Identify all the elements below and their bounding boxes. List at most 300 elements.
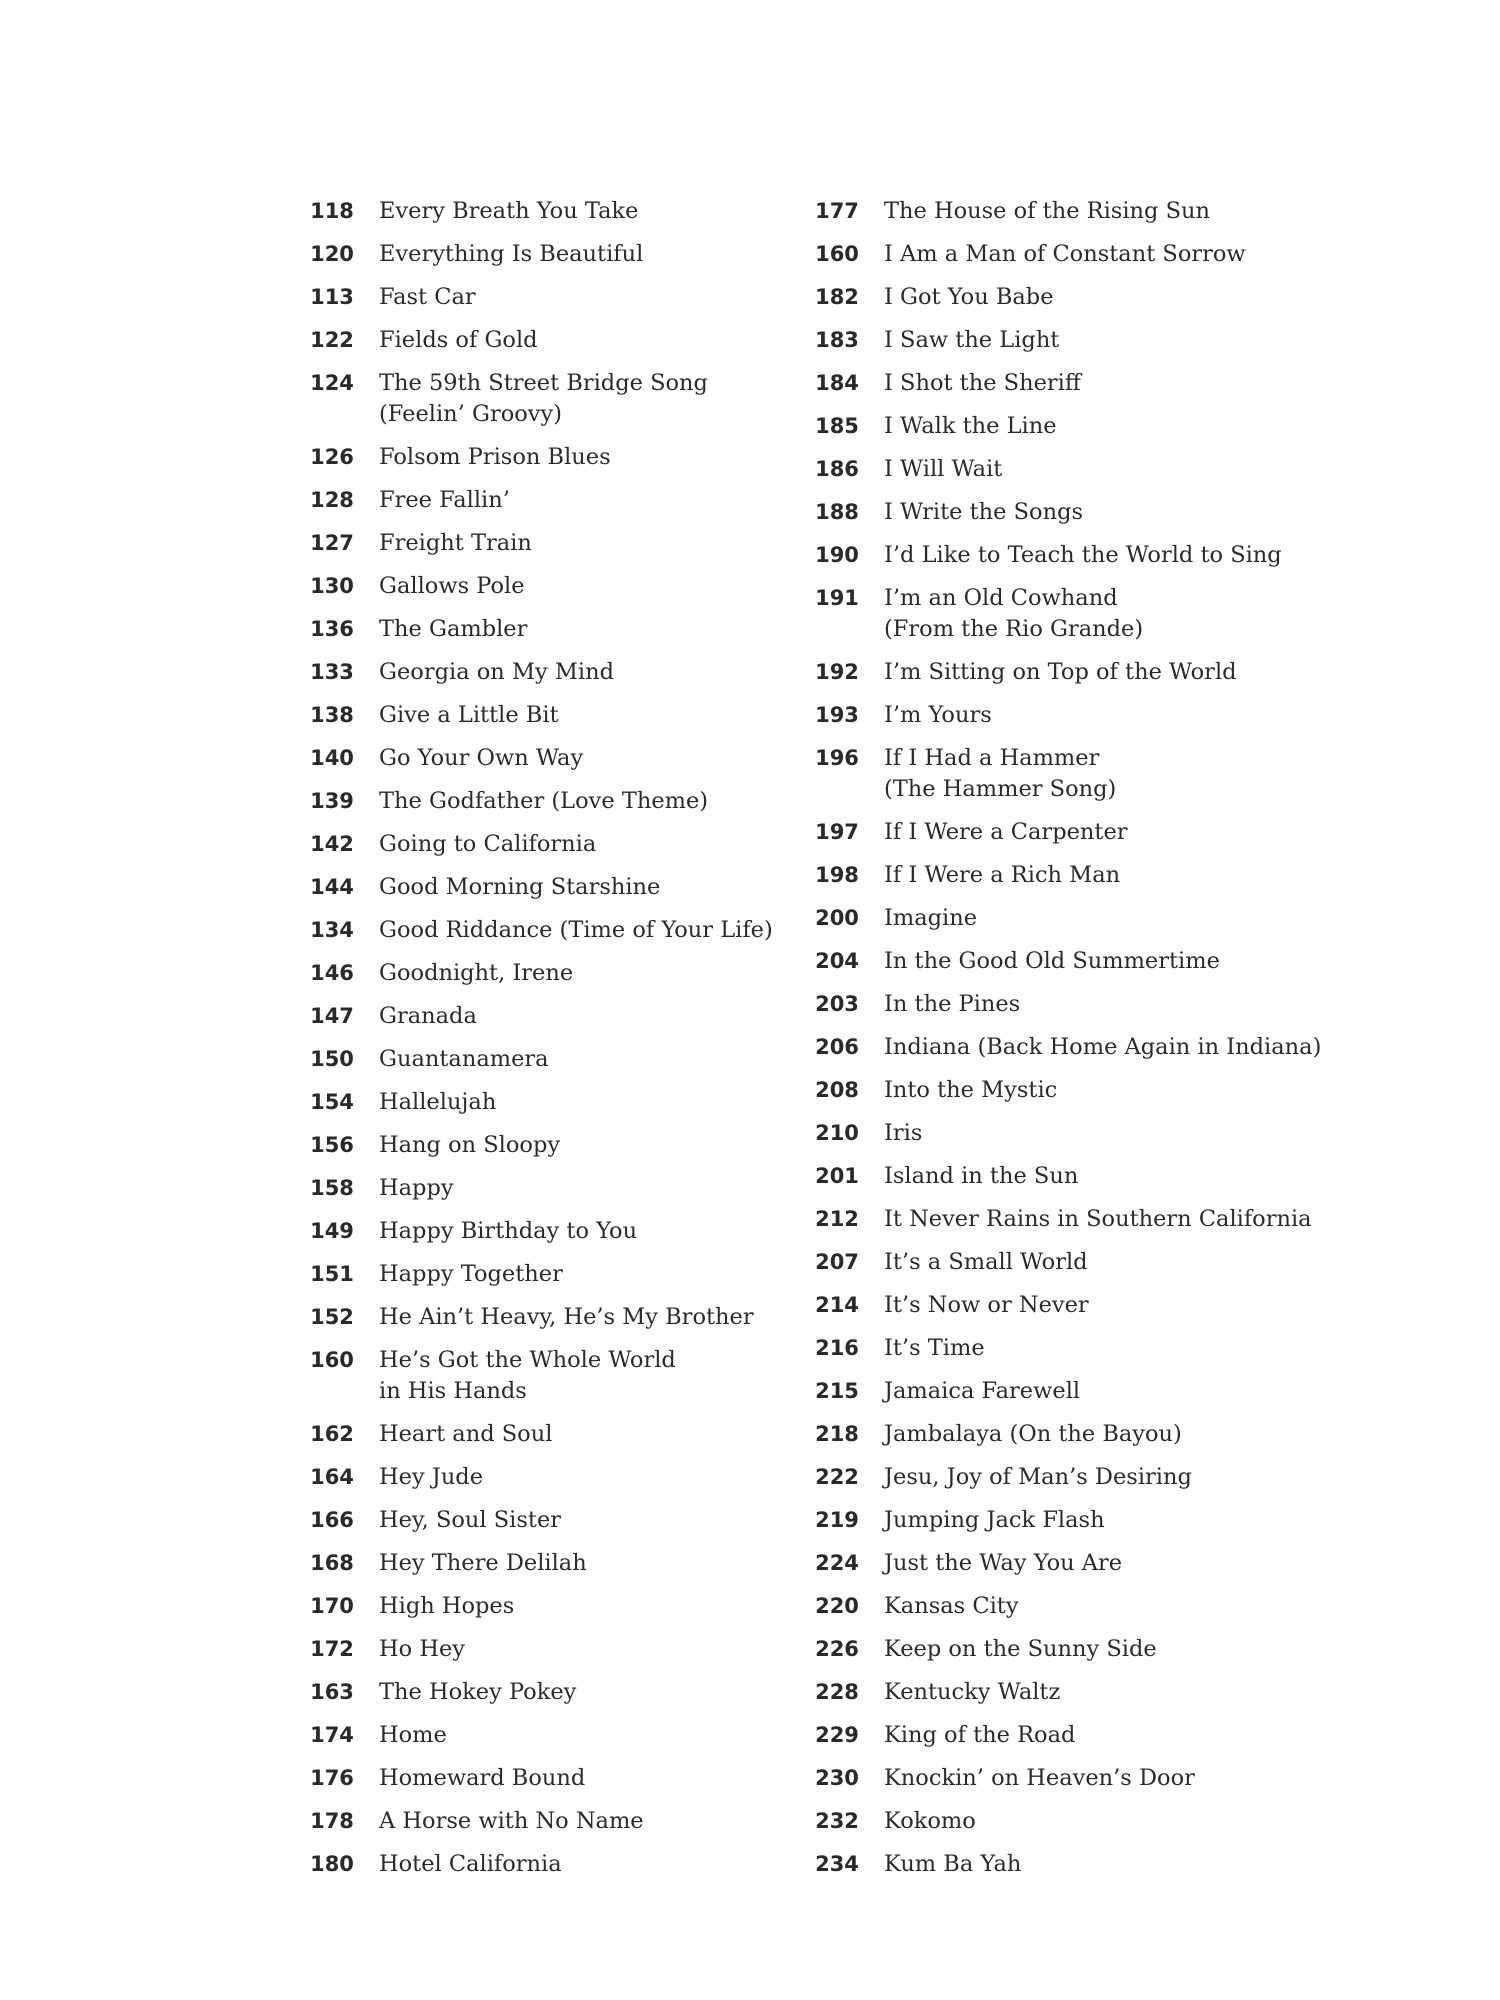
index-entry	[810, 989, 1330, 1020]
song-title-line: Ho Hey	[379, 1636, 465, 1662]
index-entry	[810, 700, 1330, 731]
index-entry	[305, 1763, 825, 1794]
song-title-line: If I Were a Carpenter	[884, 819, 1128, 845]
page-number: 166	[310, 1508, 354, 1532]
song-title-line: The Hokey Pokey	[379, 1679, 577, 1705]
index-entry	[810, 657, 1330, 688]
page-number: 134	[310, 918, 354, 942]
index-entry	[305, 1087, 825, 1118]
song-title	[884, 1505, 1330, 1536]
page-number: 214	[815, 1293, 859, 1317]
page-number: 185	[815, 414, 859, 438]
index-entry	[810, 743, 1330, 805]
page-number: 149	[310, 1219, 354, 1243]
song-title	[379, 614, 825, 645]
index-entry	[305, 829, 825, 860]
page-number: 120	[310, 242, 354, 266]
song-title-line: Every Breath You Take	[379, 198, 639, 224]
page-number: 188	[815, 500, 859, 524]
index-entry	[305, 1259, 825, 1290]
page-number: 172	[310, 1637, 354, 1661]
song-title	[884, 817, 1330, 848]
song-title-line: I Am a Man of Constant Sorrow	[884, 241, 1246, 267]
song-title	[884, 743, 1330, 805]
index-entry	[810, 1247, 1330, 1278]
page-number: 229	[815, 1723, 859, 1747]
song-title	[884, 946, 1330, 977]
song-title	[379, 368, 825, 430]
page-number: 184	[815, 371, 859, 395]
song-title-line: (The Hammer Song)	[884, 776, 1117, 802]
index-entry	[305, 872, 825, 903]
song-title-line: Knockin’ on Heaven’s Door	[884, 1765, 1195, 1791]
song-title	[379, 485, 825, 516]
page-number: 222	[815, 1465, 859, 1489]
page-number: 190	[815, 543, 859, 567]
page-number: 140	[310, 746, 354, 770]
page-number: 212	[815, 1207, 859, 1231]
song-title	[379, 528, 825, 559]
page-number: 215	[815, 1379, 859, 1403]
song-title-line: It Never Rains in Southern California	[884, 1206, 1312, 1232]
index-entry	[305, 1849, 825, 1880]
page-number: 138	[310, 703, 354, 727]
page-number: 142	[310, 832, 354, 856]
song-title	[884, 583, 1330, 645]
song-title	[379, 872, 825, 903]
index-entry	[810, 1720, 1330, 1751]
page-number: 197	[815, 820, 859, 844]
index-entry	[810, 1333, 1330, 1364]
song-title-line: I’d Like to Teach the World to Sing	[884, 542, 1282, 568]
page-number: 127	[310, 531, 354, 555]
index-entry	[810, 1677, 1330, 1708]
page-number: 224	[815, 1551, 859, 1575]
song-title-line: Everything Is Beautiful	[379, 241, 644, 267]
page-number: 234	[815, 1852, 859, 1876]
page-number: 122	[310, 328, 354, 352]
song-title	[379, 1462, 825, 1493]
song-title	[379, 1001, 825, 1032]
index-entry	[810, 368, 1330, 399]
song-title-line: Homeward Bound	[379, 1765, 586, 1791]
page-number: 150	[310, 1047, 354, 1071]
song-title-line: Heart and Soul	[379, 1421, 553, 1447]
index-entry	[810, 1376, 1330, 1407]
page-number: 206	[815, 1035, 859, 1059]
page-number: 183	[815, 328, 859, 352]
song-title	[379, 1849, 825, 1880]
index-entry	[810, 282, 1330, 313]
page-number: 192	[815, 660, 859, 684]
song-title-line: I Shot the Sheriff	[884, 370, 1081, 396]
index-entry	[305, 700, 825, 731]
page-number: 147	[310, 1004, 354, 1028]
index-entry	[810, 1075, 1330, 1106]
index-entry	[305, 1419, 825, 1450]
song-title	[884, 1333, 1330, 1364]
song-title-line: Good Riddance (Time of Your Life)	[379, 917, 773, 943]
song-title-line: The 59th Street Bridge Song	[379, 370, 708, 396]
page-number: 136	[310, 617, 354, 641]
song-title	[379, 442, 825, 473]
song-title-line: The House of the Rising Sun	[884, 198, 1210, 224]
index-entry	[810, 1591, 1330, 1622]
index-entry	[305, 1591, 825, 1622]
index-entry	[305, 1173, 825, 1204]
song-title-line: Gallows Pole	[379, 573, 525, 599]
song-title-line: In the Pines	[884, 991, 1021, 1017]
song-title	[884, 1247, 1330, 1278]
index-entry	[305, 196, 825, 227]
page-number: 220	[815, 1594, 859, 1618]
index-entry	[810, 903, 1330, 934]
index-entry	[305, 958, 825, 989]
song-title-line: Guantanamera	[379, 1046, 549, 1072]
song-title-line: Hey Jude	[379, 1464, 484, 1490]
song-title	[884, 1290, 1330, 1321]
song-title-line: (From the Rio Grande)	[884, 616, 1144, 642]
song-title-line: Into the Mystic	[884, 1077, 1058, 1103]
index-entry	[810, 946, 1330, 977]
page-number: 200	[815, 906, 859, 930]
page-number: 207	[815, 1250, 859, 1274]
index-entry	[305, 571, 825, 602]
index-entry	[305, 1001, 825, 1032]
song-title	[884, 1118, 1330, 1149]
page-number: 156	[310, 1133, 354, 1157]
song-title	[884, 1376, 1330, 1407]
song-title-line: If I Had a Hammer	[884, 745, 1100, 771]
song-title-line: I’m Yours	[884, 702, 992, 728]
index-entry	[810, 1204, 1330, 1235]
song-title	[884, 196, 1330, 227]
song-title	[884, 1806, 1330, 1837]
index-entry	[810, 817, 1330, 848]
song-title-line: If I Were a Rich Man	[884, 862, 1121, 888]
song-title-line: I Saw the Light	[884, 327, 1060, 353]
song-title	[884, 1849, 1330, 1880]
song-title-line: He Ain’t Heavy, He’s My Brother	[379, 1304, 754, 1330]
song-title	[379, 1677, 825, 1708]
page-number: 193	[815, 703, 859, 727]
song-title-line: Granada	[379, 1003, 477, 1029]
index-entry	[810, 1634, 1330, 1665]
song-title-line: Fields of Gold	[379, 327, 538, 353]
song-title	[884, 903, 1330, 934]
song-title-line: The Godfather (Love Theme)	[379, 788, 709, 814]
page-number: 219	[815, 1508, 859, 1532]
page-number: 186	[815, 457, 859, 481]
song-title	[884, 1677, 1330, 1708]
page-number: 154	[310, 1090, 354, 1114]
song-title	[884, 989, 1330, 1020]
song-title	[379, 1216, 825, 1247]
song-title	[379, 1763, 825, 1794]
song-title	[379, 1173, 825, 1204]
index-entry	[810, 1505, 1330, 1536]
song-title-line: High Hopes	[379, 1593, 515, 1619]
index-entry	[810, 454, 1330, 485]
index-entry	[305, 325, 825, 356]
song-title	[884, 239, 1330, 270]
page-number: 201	[815, 1164, 859, 1188]
song-title-line: I Write the Songs	[884, 499, 1084, 525]
page-number: 216	[815, 1336, 859, 1360]
song-title	[884, 454, 1330, 485]
page-number: 226	[815, 1637, 859, 1661]
song-title-line: It’s Now or Never	[884, 1292, 1089, 1318]
song-title-line: Happy Together	[379, 1261, 563, 1287]
page-number: 178	[310, 1809, 354, 1833]
index-entry	[810, 196, 1330, 227]
song-title-line: Indiana (Back Home Again in Indiana)	[884, 1034, 1322, 1060]
song-title	[379, 1259, 825, 1290]
song-title-line: A Horse with No Name	[379, 1808, 644, 1834]
page-number: 158	[310, 1176, 354, 1200]
song-title-line: Happy Birthday to You	[379, 1218, 638, 1244]
index-entry	[305, 1548, 825, 1579]
page-number: 118	[310, 199, 354, 223]
song-title-line: Jamaica Farewell	[884, 1378, 1081, 1404]
song-title-line: It’s Time	[884, 1335, 985, 1361]
song-title	[379, 196, 825, 227]
song-title	[379, 1130, 825, 1161]
index-entry	[810, 1118, 1330, 1149]
song-title-line: Hallelujah	[379, 1089, 497, 1115]
page-number: 170	[310, 1594, 354, 1618]
page-number: 162	[310, 1422, 354, 1446]
song-title-line: Imagine	[884, 905, 978, 931]
page-number: 133	[310, 660, 354, 684]
index-entry	[810, 1419, 1330, 1450]
page-number: 198	[815, 863, 859, 887]
index-entry	[305, 1634, 825, 1665]
index-entry	[305, 368, 825, 430]
page-number: 168	[310, 1551, 354, 1575]
index-entry	[810, 1462, 1330, 1493]
song-title	[884, 1075, 1330, 1106]
page-number: 228	[815, 1680, 859, 1704]
song-title-line: Happy	[379, 1175, 454, 1201]
song-title-line: The Gambler	[379, 616, 528, 642]
page-number: 128	[310, 488, 354, 512]
index-entry	[810, 1161, 1330, 1192]
song-title	[884, 540, 1330, 571]
index-entry	[305, 1130, 825, 1161]
song-title	[884, 1204, 1330, 1235]
song-title-line: Georgia on My Mind	[379, 659, 614, 685]
index-entry	[305, 282, 825, 313]
index-entry	[810, 497, 1330, 528]
song-title-line: Hotel California	[379, 1851, 562, 1877]
page-number: 180	[310, 1852, 354, 1876]
song-title-line: Keep on the Sunny Side	[884, 1636, 1157, 1662]
index-entry	[810, 583, 1330, 645]
page-number: 144	[310, 875, 354, 899]
song-title	[884, 368, 1330, 399]
song-title	[884, 411, 1330, 442]
index-entry	[305, 1216, 825, 1247]
song-title-line: I’m an Old Cowhand	[884, 585, 1118, 611]
page-number: 113	[310, 285, 354, 309]
index-entry	[810, 1849, 1330, 1880]
page-number: 174	[310, 1723, 354, 1747]
song-title	[379, 239, 825, 270]
song-title-line: Kentucky Waltz	[884, 1679, 1061, 1705]
song-title	[379, 700, 825, 731]
song-title	[379, 958, 825, 989]
song-title	[379, 282, 825, 313]
song-title-line: Kansas City	[884, 1593, 1019, 1619]
song-title	[884, 1462, 1330, 1493]
song-title-line: Island in the Sun	[884, 1163, 1079, 1189]
song-title	[379, 325, 825, 356]
page-number: 204	[815, 949, 859, 973]
index-entry	[810, 1806, 1330, 1837]
index-column-left	[305, 196, 825, 1892]
index-entry	[305, 614, 825, 645]
song-title	[379, 1591, 825, 1622]
index-entry	[810, 1290, 1330, 1321]
page-number: 210	[815, 1121, 859, 1145]
song-title	[379, 1634, 825, 1665]
song-title-line: Kum Ba Yah	[884, 1851, 1022, 1877]
index-entry	[810, 325, 1330, 356]
song-title-line: Give a Little Bit	[379, 702, 559, 728]
page-number: 160	[815, 242, 859, 266]
song-title	[884, 1720, 1330, 1751]
song-title-line: King of the Road	[884, 1722, 1076, 1748]
song-title	[884, 1419, 1330, 1450]
page-number: 160	[310, 1348, 354, 1372]
page-number: 130	[310, 574, 354, 598]
song-title	[379, 657, 825, 688]
song-title-line: Hang on Sloopy	[379, 1132, 561, 1158]
song-title	[379, 1044, 825, 1075]
song-title	[379, 1345, 825, 1407]
song-title	[884, 282, 1330, 313]
song-title	[884, 1591, 1330, 1622]
index-entry	[305, 1345, 825, 1407]
page-number: 191	[815, 586, 859, 610]
song-title-line: Folsom Prison Blues	[379, 444, 611, 470]
song-title-line: Free Fallin’	[379, 487, 510, 513]
song-title-line: In the Good Old Summertime	[884, 948, 1220, 974]
index-entry	[305, 239, 825, 270]
page-number: 208	[815, 1078, 859, 1102]
song-title	[379, 1087, 825, 1118]
song-title	[884, 1548, 1330, 1579]
index-entry	[305, 1505, 825, 1536]
index-entry	[810, 411, 1330, 442]
song-title-line: Kokomo	[884, 1808, 976, 1834]
song-title-line: I Walk the Line	[884, 413, 1057, 439]
page-number: 177	[815, 199, 859, 223]
index-entry	[305, 915, 825, 946]
song-title-line: He’s Got the Whole World	[379, 1347, 676, 1373]
song-title	[379, 1548, 825, 1579]
song-title-line: Hey, Soul Sister	[379, 1507, 562, 1533]
song-title-line: Just the Way You Are	[884, 1550, 1123, 1576]
song-title-line: Jambalaya (On the Bayou)	[884, 1421, 1182, 1447]
page-number: 176	[310, 1766, 354, 1790]
song-title-line: (Feelin’ Groovy)	[379, 401, 562, 427]
index-entry	[305, 1677, 825, 1708]
song-title	[884, 1634, 1330, 1665]
index-entry	[305, 1044, 825, 1075]
index-entry	[305, 442, 825, 473]
song-title	[884, 700, 1330, 731]
song-title	[379, 829, 825, 860]
song-title	[379, 1806, 825, 1837]
page-number: 126	[310, 445, 354, 469]
index-entry	[810, 1548, 1330, 1579]
index-entry	[305, 528, 825, 559]
index-entry	[305, 1302, 825, 1333]
song-title-line: Jesu, Joy of Man’s Desiring	[884, 1464, 1192, 1490]
page-number: 164	[310, 1465, 354, 1489]
song-title-line: Freight Train	[379, 530, 532, 556]
index-entry	[305, 485, 825, 516]
index-entry	[810, 239, 1330, 270]
song-title	[884, 497, 1330, 528]
song-title	[884, 325, 1330, 356]
index-entry	[810, 1032, 1330, 1063]
song-title-line: Iris	[884, 1120, 923, 1146]
song-title	[884, 1032, 1330, 1063]
index-entry	[305, 657, 825, 688]
index-entry	[305, 1462, 825, 1493]
index-entry	[305, 1806, 825, 1837]
song-title-line: Fast Car	[379, 284, 476, 310]
song-title	[379, 1302, 825, 1333]
page-number: 163	[310, 1680, 354, 1704]
song-title	[884, 657, 1330, 688]
song-title	[379, 915, 825, 946]
song-title-line: in His Hands	[379, 1378, 527, 1404]
page-number: 182	[815, 285, 859, 309]
song-title-line: I Will Wait	[884, 456, 1003, 482]
index-column-right	[810, 196, 1330, 1892]
song-title-line: Go Your Own Way	[379, 745, 584, 771]
song-title	[379, 786, 825, 817]
song-title	[379, 743, 825, 774]
page-number: 151	[310, 1262, 354, 1286]
song-title-line: Home	[379, 1722, 447, 1748]
index-entry	[305, 1720, 825, 1751]
page-number: 203	[815, 992, 859, 1016]
index-entry	[305, 786, 825, 817]
song-title-line: Goodnight, Irene	[379, 960, 574, 986]
song-title-line: Going to California	[379, 831, 597, 857]
page-number: 146	[310, 961, 354, 985]
song-title	[379, 1419, 825, 1450]
index-entry	[305, 743, 825, 774]
page-number: 124	[310, 371, 354, 395]
page-number: 232	[815, 1809, 859, 1833]
page-number: 139	[310, 789, 354, 813]
song-title-line: Good Morning Starshine	[379, 874, 661, 900]
index-entry	[810, 860, 1330, 891]
song-title-line: Jumping Jack Flash	[884, 1507, 1105, 1533]
index-entry	[810, 540, 1330, 571]
song-title	[884, 860, 1330, 891]
song-title	[379, 1505, 825, 1536]
song-title-line: I Got You Babe	[884, 284, 1054, 310]
song-title	[379, 1720, 825, 1751]
page-number: 230	[815, 1766, 859, 1790]
